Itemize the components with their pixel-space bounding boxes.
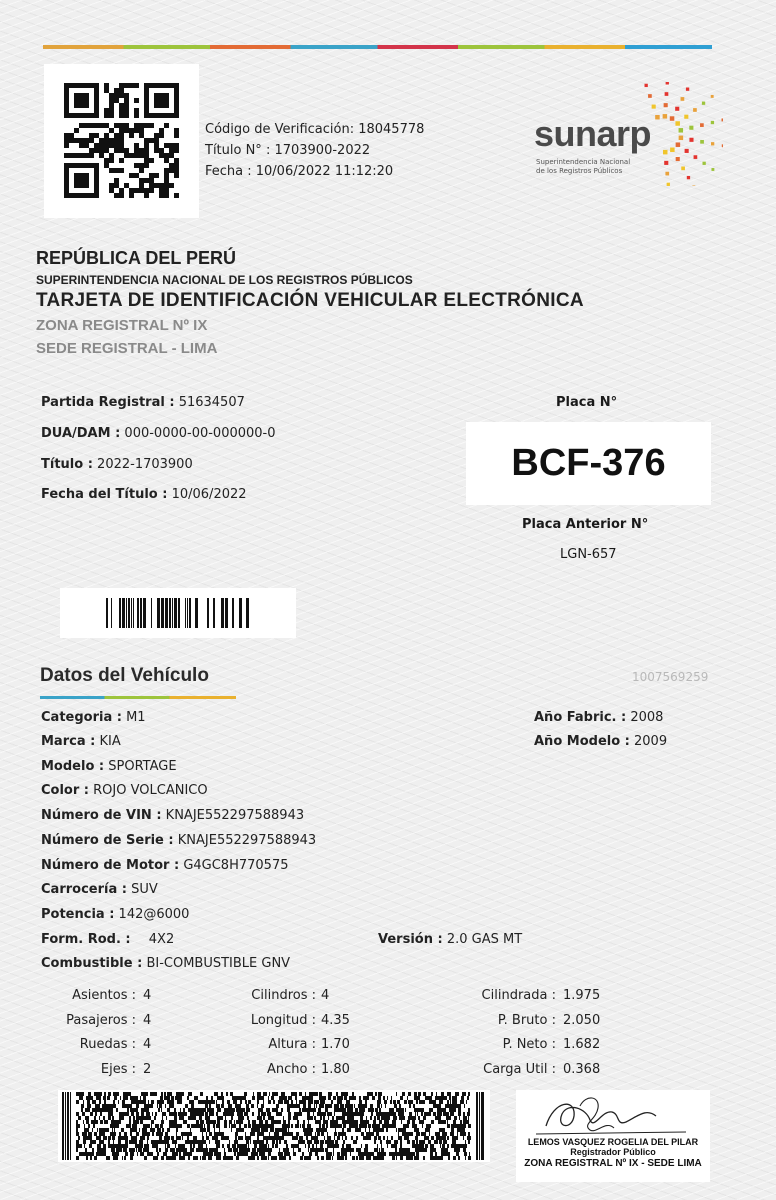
carroceria-row: [41, 882, 158, 897]
potencia-label: Potencia :: [41, 907, 115, 922]
ejes-value: 2: [143, 1062, 152, 1077]
marca-row: [41, 734, 121, 749]
barcode-small: [60, 588, 296, 638]
titulo-value: 2022-1703900: [97, 457, 193, 472]
serie-value: KNAJE552297588943: [177, 833, 317, 848]
altura-value: 1.70: [321, 1037, 350, 1052]
carga-label: Carga Util :: [483, 1062, 556, 1077]
formrod-label: Form. Rod. :: [41, 932, 131, 947]
verification-title: Título N° : 1703900-2022: [205, 143, 371, 158]
datos-underline: [40, 696, 236, 699]
color-row: [41, 783, 208, 798]
superintendencia-heading: SUPERINTENDENCIA NACIONAL DE LOS REGISTROS PÚBLICOS: [36, 273, 413, 287]
logo-sub-line-1: Superintendencia Nacional: [536, 158, 631, 166]
placa-anterior-value: LGN-657: [560, 547, 617, 562]
registrar-role: Registrador Público: [570, 1147, 656, 1157]
anofab-label: Año Fabric. :: [534, 710, 627, 725]
titulo-label: Título :: [41, 457, 93, 472]
barcode-large: [58, 1090, 490, 1162]
cilindrada-label: Cilindrada :: [481, 988, 556, 1003]
fecha-titulo-label: Fecha del Título :: [41, 487, 168, 502]
categoria-label: Categoria :: [41, 710, 122, 725]
verification-block: [205, 119, 424, 182]
ancho-label: Ancho :: [267, 1062, 316, 1077]
vin-value: KNAJE552297588943: [165, 808, 305, 823]
carroceria-label: Carrocería :: [41, 882, 127, 897]
formrod-row: [41, 932, 174, 947]
qr-code-icon: [64, 83, 179, 198]
placa-anterior-label: Placa Anterior N°: [522, 517, 649, 532]
pneto-value: 1.682: [563, 1037, 601, 1052]
motor-label: Número de Motor :: [41, 858, 180, 873]
registrar-name: LEMOS VASQUEZ ROGELIA DEL PILAR: [527, 1137, 699, 1147]
ancho-value: 1.80: [321, 1062, 350, 1077]
cilindros-value: 4: [321, 988, 330, 1003]
partida-value: 51634507: [178, 395, 245, 410]
fecha-titulo-row: [41, 487, 247, 502]
anomod-row: [534, 734, 667, 749]
version-row: [378, 932, 522, 947]
sunarp-logo-word: sunarp: [534, 113, 652, 154]
republica-heading: REPÚBLICA DEL PERÚ: [36, 248, 237, 268]
pdf417-barcode-icon: [62, 1092, 486, 1160]
verification-code: Código de Verificación: 18045778: [205, 122, 425, 137]
longitud-label: Longitud :: [250, 1013, 316, 1028]
motor-value: G4GC8H770575: [183, 858, 289, 873]
combustible-label: Combustible :: [41, 956, 143, 971]
verification-date: Fecha : 10/06/2022 11:12:20: [205, 164, 394, 179]
formrod-value: 4X2: [148, 932, 175, 947]
barcode-icon: [106, 598, 252, 628]
carga-value: 0.368: [563, 1062, 601, 1077]
categoria-row: [41, 710, 146, 725]
categoria-value: M1: [126, 710, 146, 725]
vin-label: Número de VIN :: [41, 808, 162, 823]
cilindros-label: Cilindros :: [251, 988, 316, 1003]
placa-value: BCF-376: [511, 442, 666, 484]
anofab-row: [534, 710, 663, 725]
modelo-label: Modelo :: [41, 759, 105, 774]
altura-label: Altura :: [268, 1037, 316, 1052]
ejes-label: Ejes :: [100, 1062, 136, 1077]
top-color-bar: [43, 45, 712, 49]
motor-row: [41, 858, 288, 873]
potencia-row: [41, 907, 189, 922]
qr-code: [44, 64, 199, 218]
color-label: Color :: [41, 783, 89, 798]
sede-registral: SEDE REGISTRAL - LIMA: [36, 340, 218, 357]
serie-label: Número de Serie :: [41, 833, 174, 848]
dua-value: 000-0000-00-000000-0: [124, 426, 276, 441]
pneto-label: P. Neto :: [502, 1037, 556, 1052]
color-value: ROJO VOLCANICO: [93, 783, 208, 798]
asientos-label: Asientos :: [72, 988, 136, 1003]
pbruto-label: P. Bruto :: [497, 1013, 556, 1028]
dua-label: DUA/DAM :: [41, 426, 121, 441]
pbruto-value: 2.050: [563, 1013, 601, 1028]
modelo-row: [41, 759, 177, 774]
datos-vehiculo-heading: Datos del Vehículo: [40, 665, 209, 686]
dua-row: [41, 426, 276, 441]
version-value: 2.0 GAS MT: [446, 932, 523, 947]
placa-label: Placa N°: [556, 395, 618, 410]
asientos-value: 4: [143, 988, 152, 1003]
marca-value: KIA: [99, 734, 121, 749]
modelo-value: SPORTAGE: [108, 759, 177, 774]
titulo-row: [41, 457, 193, 472]
zona-registral: ZONA REGISTRAL Nº IX: [36, 317, 208, 334]
logo-sub-line-2: de los Registros Públicos: [536, 167, 623, 175]
registrar-zona: ZONA REGISTRAL Nº IX - SEDE LIMA: [524, 1158, 702, 1169]
vin-row: [41, 808, 304, 823]
signature-scribble-icon: [516, 1090, 710, 1140]
partida-label: Partida Registral :: [41, 395, 175, 410]
pasajeros-label: Pasajeros :: [66, 1013, 136, 1028]
placa-box: [466, 422, 711, 505]
marca-label: Marca :: [41, 734, 96, 749]
longitud-value: 4.35: [321, 1013, 350, 1028]
version-label: Versión :: [378, 932, 443, 947]
potencia-value: 142@6000: [118, 907, 190, 922]
ruedas-label: Ruedas :: [79, 1037, 136, 1052]
cilindrada-value: 1.975: [563, 988, 601, 1003]
anomod-value: 2009: [634, 734, 668, 749]
card-title: TARJETA DE IDENTIFICACIÓN VEHICULAR ELECTRÓNICA: [36, 290, 584, 311]
serie-row: [41, 833, 316, 848]
pasajeros-value: 4: [143, 1013, 152, 1028]
ruedas-value: 4: [143, 1037, 152, 1052]
combustible-value: BI-COMBUSTIBLE GNV: [146, 956, 291, 971]
serial-number: 1007569259: [632, 670, 709, 684]
fecha-titulo-value: 10/06/2022: [171, 487, 247, 502]
anofab-value: 2008: [630, 710, 664, 725]
partida-row: [41, 395, 245, 410]
combustible-row: [41, 956, 290, 971]
carroceria-value: SUV: [131, 882, 158, 897]
anomod-label: Año Modelo :: [534, 734, 630, 749]
sunarp-logo-subtitle: [536, 158, 646, 176]
